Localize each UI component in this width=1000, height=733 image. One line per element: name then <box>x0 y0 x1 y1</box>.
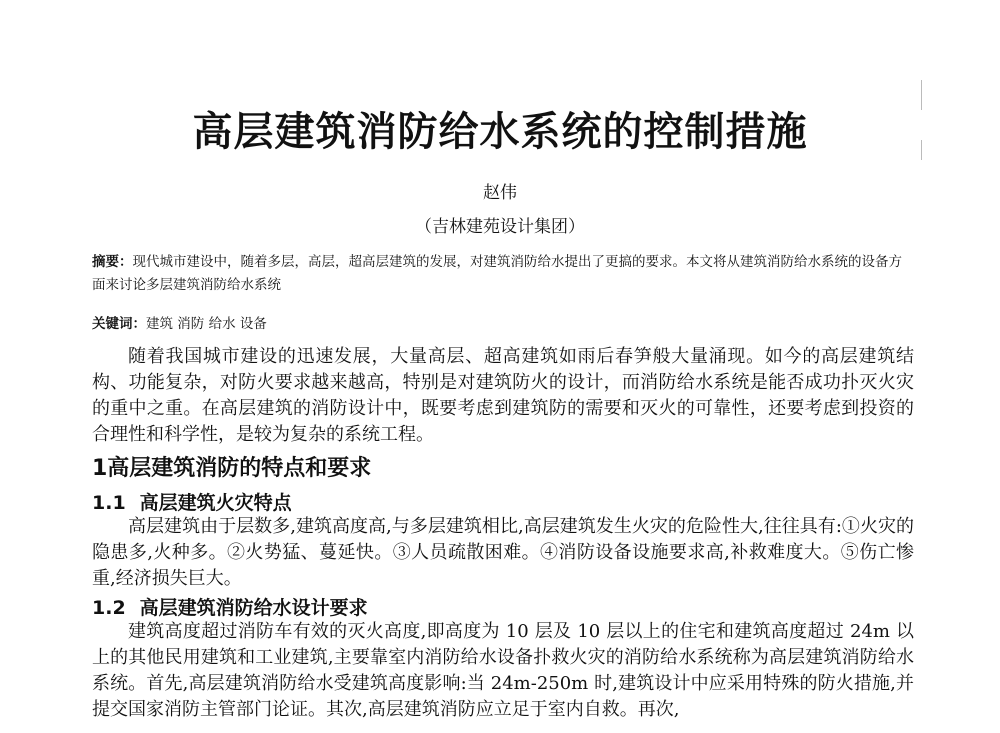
section-1-heading: 1高层建筑消防的特点和要求 <box>92 456 372 481</box>
section-1-2-number: 1.2 <box>92 597 126 619</box>
section-1-1-paragraph: 高层建筑由于层数多,建筑高度高,与多层建筑相比,高层建筑发生火灾的危险性大,往往具有:①火灾的隐患多,火种多。②火势猛、蔓延快。③人员疏散困难。④消防设备设施要求高,补救难度大。⑤伤亡惨重,经济损失巨大。 <box>92 516 914 589</box>
abstract-text: 现代城市建设中，随着多层，高层，超高层建筑的发展，对建筑消防给水提出了更搞的要求。本文将从建筑消防给水系统的设备方面来讨论多层建筑消防给水系统 <box>92 254 902 293</box>
scan-edge-mark <box>921 140 922 160</box>
author-name: 赵伟 <box>483 183 517 203</box>
paper-title: 高层建筑消防给水系统的控制措施 <box>192 109 808 155</box>
abstract <box>92 251 912 297</box>
keywords-label: 关键词： <box>92 316 146 332</box>
intro-paragraph: 随着我国城市建设的迅速发展，大量高层、超高建筑如雨后春笋般大量涌现。如今的高层建筑结构、功能复杂，对防火要求越来越高，特别是对建筑防火的设计，而消防给水系统是能否成功扑灭火灾的重中之重。在高层建筑的消防设计中，既要考虑到建筑防的需要和灭火的可靠性，还要考虑到投资的合理性和科学性，是较为复杂的系统工程。 <box>92 346 914 445</box>
section-1-2-heading <box>92 593 368 620</box>
section-1-2-title: 高层建筑消防给水设计要求 <box>139 597 368 619</box>
section-1-1-heading <box>92 488 292 515</box>
section-1-1-title: 高层建筑火灾特点 <box>139 492 292 514</box>
abstract-label: 摘要： <box>92 254 133 270</box>
section-1-2-paragraph: 建筑高度超过消防车有效的灭火高度,即高度为 10 层及 10 层以上的住宅和建筑高度超过 24m 以上的其他民用建筑和工业建筑,主要靠室内消防给水设备扑救火灾的消防给水系统称为高层建筑消防给水系统。首先,高层建筑消防给水受建筑高度影响:当 24m-250m 时,建筑设计中应采用特殊的防火措施,并提交国家消防主管部门论证。其次,高层建筑消防应立足于室内自救。再次, <box>92 621 914 720</box>
keywords-text: 建筑 消防 给水 设备 <box>146 316 267 332</box>
keywords <box>92 312 912 332</box>
author-affiliation: （吉林建苑设计集团） <box>415 217 585 237</box>
section-1-1-number: 1.1 <box>92 492 126 514</box>
scan-edge-mark <box>921 80 922 110</box>
